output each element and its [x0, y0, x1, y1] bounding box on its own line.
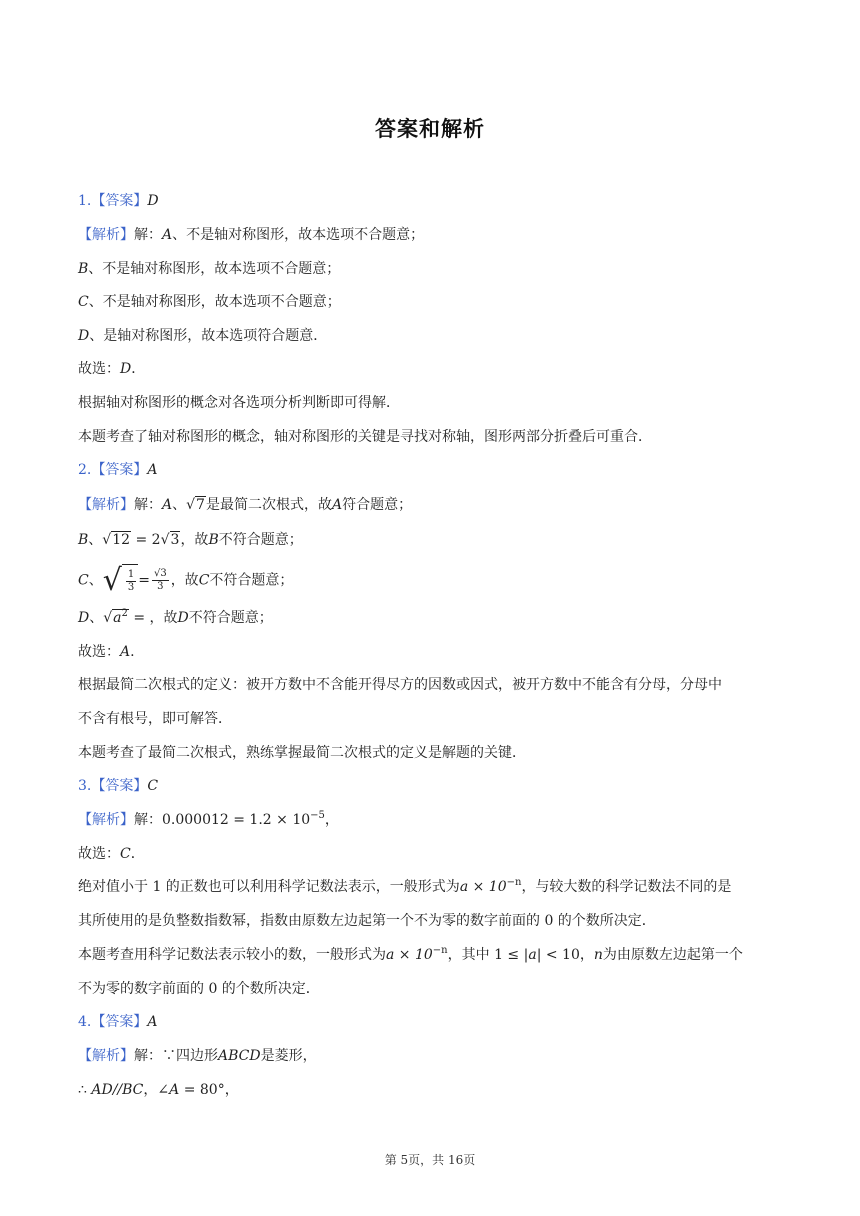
q4-var: A [169, 1082, 180, 1098]
exponent: 2 [121, 608, 128, 619]
q2-text: 不符合题意； [188, 610, 273, 626]
q3-choice-line [78, 844, 145, 864]
q3-analysis-line-1 [78, 810, 339, 830]
q3-answer-value: C [147, 778, 159, 794]
q2-text: 、 [88, 572, 103, 589]
q1-method-line: 根据轴对称图形的概念对各选项分析判断即可得解． [78, 395, 400, 411]
q4-analysis-prefix: 解：∵四边形 [134, 1048, 218, 1064]
q3-summary-line-1 [78, 945, 743, 965]
fraction-numerator: √3 [153, 568, 167, 579]
q1-text: 故选： [78, 361, 120, 377]
q2-text: ，故 [149, 610, 178, 626]
q2-answer-heading: 2.【答案】 [78, 462, 148, 478]
q1-var: D [78, 328, 90, 344]
q3-text: ，其中 1 ≤ | [447, 947, 529, 963]
q3-method-line-2: 其所使用的是负整数指数幂，指数由原数左边起第一个不为零的数字前面的 0 的个数所决定． [78, 913, 656, 929]
equals: = 2 [131, 532, 161, 548]
q4-answer-value: A [147, 1014, 158, 1030]
q2-text: 、 [88, 532, 103, 548]
q1-analysis-line-3 [78, 292, 341, 312]
q1-analysis-line-1 [78, 225, 424, 245]
q1-analysis-line-4 [78, 326, 327, 346]
q4-math: = 80°， [179, 1082, 239, 1098]
sqrt-expression: √12 [102, 532, 131, 548]
q2-var: B [78, 532, 89, 548]
q4-text: ∴ [78, 1082, 92, 1098]
fraction-numerator: 1 [127, 568, 135, 580]
radicand: a [113, 610, 122, 626]
q2-var: A [331, 497, 343, 513]
page-footer: 第 5页，共 16页 [384, 1153, 476, 1167]
q1-answer-line [78, 191, 159, 211]
q2-analysis-line-3 [78, 564, 293, 597]
q2-analysis-line-1 [78, 495, 412, 515]
q2-var: C [78, 572, 89, 589]
q1-text: 、不是轴对称图形，故本选项不合题意； [172, 227, 425, 243]
q2-var: D [78, 610, 90, 626]
q1-var: A [162, 227, 173, 243]
q2-text: . [130, 644, 135, 660]
q4-analysis-line-1 [78, 1046, 317, 1066]
q2-text: ，故 [180, 532, 209, 548]
radicand: 12 [112, 532, 131, 548]
q4-text: 是菱形， [260, 1048, 317, 1064]
page-title: 答案和解析 [375, 117, 485, 141]
q2-analysis-prefix: 解： [134, 497, 162, 513]
q2-var: C [198, 572, 210, 589]
exponent: −n [506, 877, 522, 888]
q2-analysis-heading: 【解析】 [78, 497, 134, 513]
q2-analysis-line-4 [78, 608, 273, 628]
q2-choice-line [78, 642, 135, 662]
q1-analysis-heading: 【解析】 [78, 227, 134, 243]
q3-answer-line [78, 776, 158, 796]
q3-var: a [528, 947, 537, 963]
q2-text: 是最简二次根式，故 [205, 497, 332, 513]
q2-var: B [208, 532, 219, 548]
q3-text: ，与较大数的科学记数法不同的是 [521, 879, 732, 895]
q4-var: AD//BC [91, 1082, 144, 1098]
q1-var: C [78, 294, 89, 310]
q3-text: | < 10， [536, 947, 594, 963]
q2-var: D [177, 610, 189, 626]
q2-var: A [120, 644, 131, 660]
q3-analysis-heading: 【解析】 [78, 812, 134, 828]
q1-var: B [78, 261, 89, 277]
q3-var: n [593, 947, 603, 963]
q2-text: 、 [172, 497, 187, 513]
fraction-denominator: 3 [127, 581, 135, 593]
radicand: 7 [196, 497, 205, 513]
equals: = [138, 572, 150, 589]
q3-var: C [120, 846, 131, 862]
q2-text: 不符合题意； [209, 572, 294, 589]
fraction-denominator: 3 [157, 581, 164, 592]
q2-answer-line [78, 460, 157, 480]
radicand: 3 [170, 532, 180, 548]
q1-answer-heading: 1.【答案】 [78, 193, 148, 209]
q1-summary-line: 本题考查了轴对称图形的概念，轴对称图形的关键是寻找对称轴，图形两部分折叠后可重合． [78, 429, 652, 445]
q1-analysis-prefix: 解： [134, 227, 162, 243]
q3-text: 为由原数左边起第一个 [602, 947, 743, 963]
q2-summary-line: 本题考查了最简二次根式，熟练掌握最简二次根式的定义是解题的关键． [78, 745, 526, 761]
equals: = [128, 610, 150, 626]
q3-text: ． [130, 846, 145, 862]
q3-summary-line-2: 不为零的数字前面的 0 的个数所决定． [78, 981, 320, 997]
q2-text: 不符合题意； [218, 532, 303, 548]
q3-method-line-1 [78, 877, 731, 897]
sqrt-fraction [122, 564, 138, 597]
q4-var: ABCD [218, 1048, 261, 1064]
q2-method-line-1: 根据最简二次根式的定义：被开方数中不含能开得尽方的因数或因式，被开方数中不能含有分母，分母中 [78, 677, 722, 693]
q4-analysis-line-2 [78, 1080, 239, 1100]
q1-answer-value: D [147, 193, 159, 209]
exponent: −5 [310, 810, 325, 821]
q3-text: 本题考查用科学记数法表示较小的数，一般形式为 [78, 947, 386, 963]
q2-answer-value: A [147, 462, 158, 478]
q4-answer-heading: 4.【答案】 [78, 1014, 148, 1030]
q1-text: 、是轴对称图形，故本选项符合题意． [89, 328, 328, 344]
q3-math: a × 10 [386, 947, 433, 963]
q3-text: ， [324, 812, 339, 828]
q3-text: 绝对值小于 1 的正数也可以利用科学记数法表示，一般形式为 [78, 879, 460, 895]
sqrt-expression: $√a^2$ [103, 608, 128, 626]
q4-text: ，∠ [143, 1082, 170, 1098]
q1-var: D [120, 361, 132, 377]
q2-text: ，故 [170, 572, 199, 589]
sqrt-sign: √ [102, 562, 122, 598]
q2-method-line-2: 不含有根号，即可解答． [78, 711, 232, 727]
q2-text: 故选： [78, 644, 120, 660]
q2-text: 、 [89, 610, 104, 626]
q1-text: ． [131, 361, 146, 377]
q2-var: A [162, 497, 173, 513]
q3-math: a × 10 [459, 879, 507, 895]
q1-analysis-line-2 [78, 259, 340, 279]
q3-answer-heading: 3.【答案】 [78, 778, 148, 794]
q1-choice-line [78, 359, 145, 379]
q4-answer-line [78, 1012, 157, 1032]
q2-analysis-line-2 [78, 530, 303, 550]
sqrt-expression: √3 [160, 532, 180, 548]
q1-text: 、不是轴对称图形，故本选项不合题意； [88, 261, 341, 277]
q3-math: 0.000012 = 1.2 × 10 [162, 812, 311, 828]
q4-analysis-heading: 【解析】 [78, 1048, 134, 1064]
q2-text: 符合题意； [342, 497, 413, 513]
q3-analysis-prefix: 解： [134, 812, 162, 828]
sqrt-expression: √7 [186, 497, 205, 513]
exponent: −n [432, 945, 448, 956]
q3-text: 故选： [78, 846, 120, 862]
q1-text: 、不是轴对称图形，故本选项不合题意； [88, 294, 341, 310]
